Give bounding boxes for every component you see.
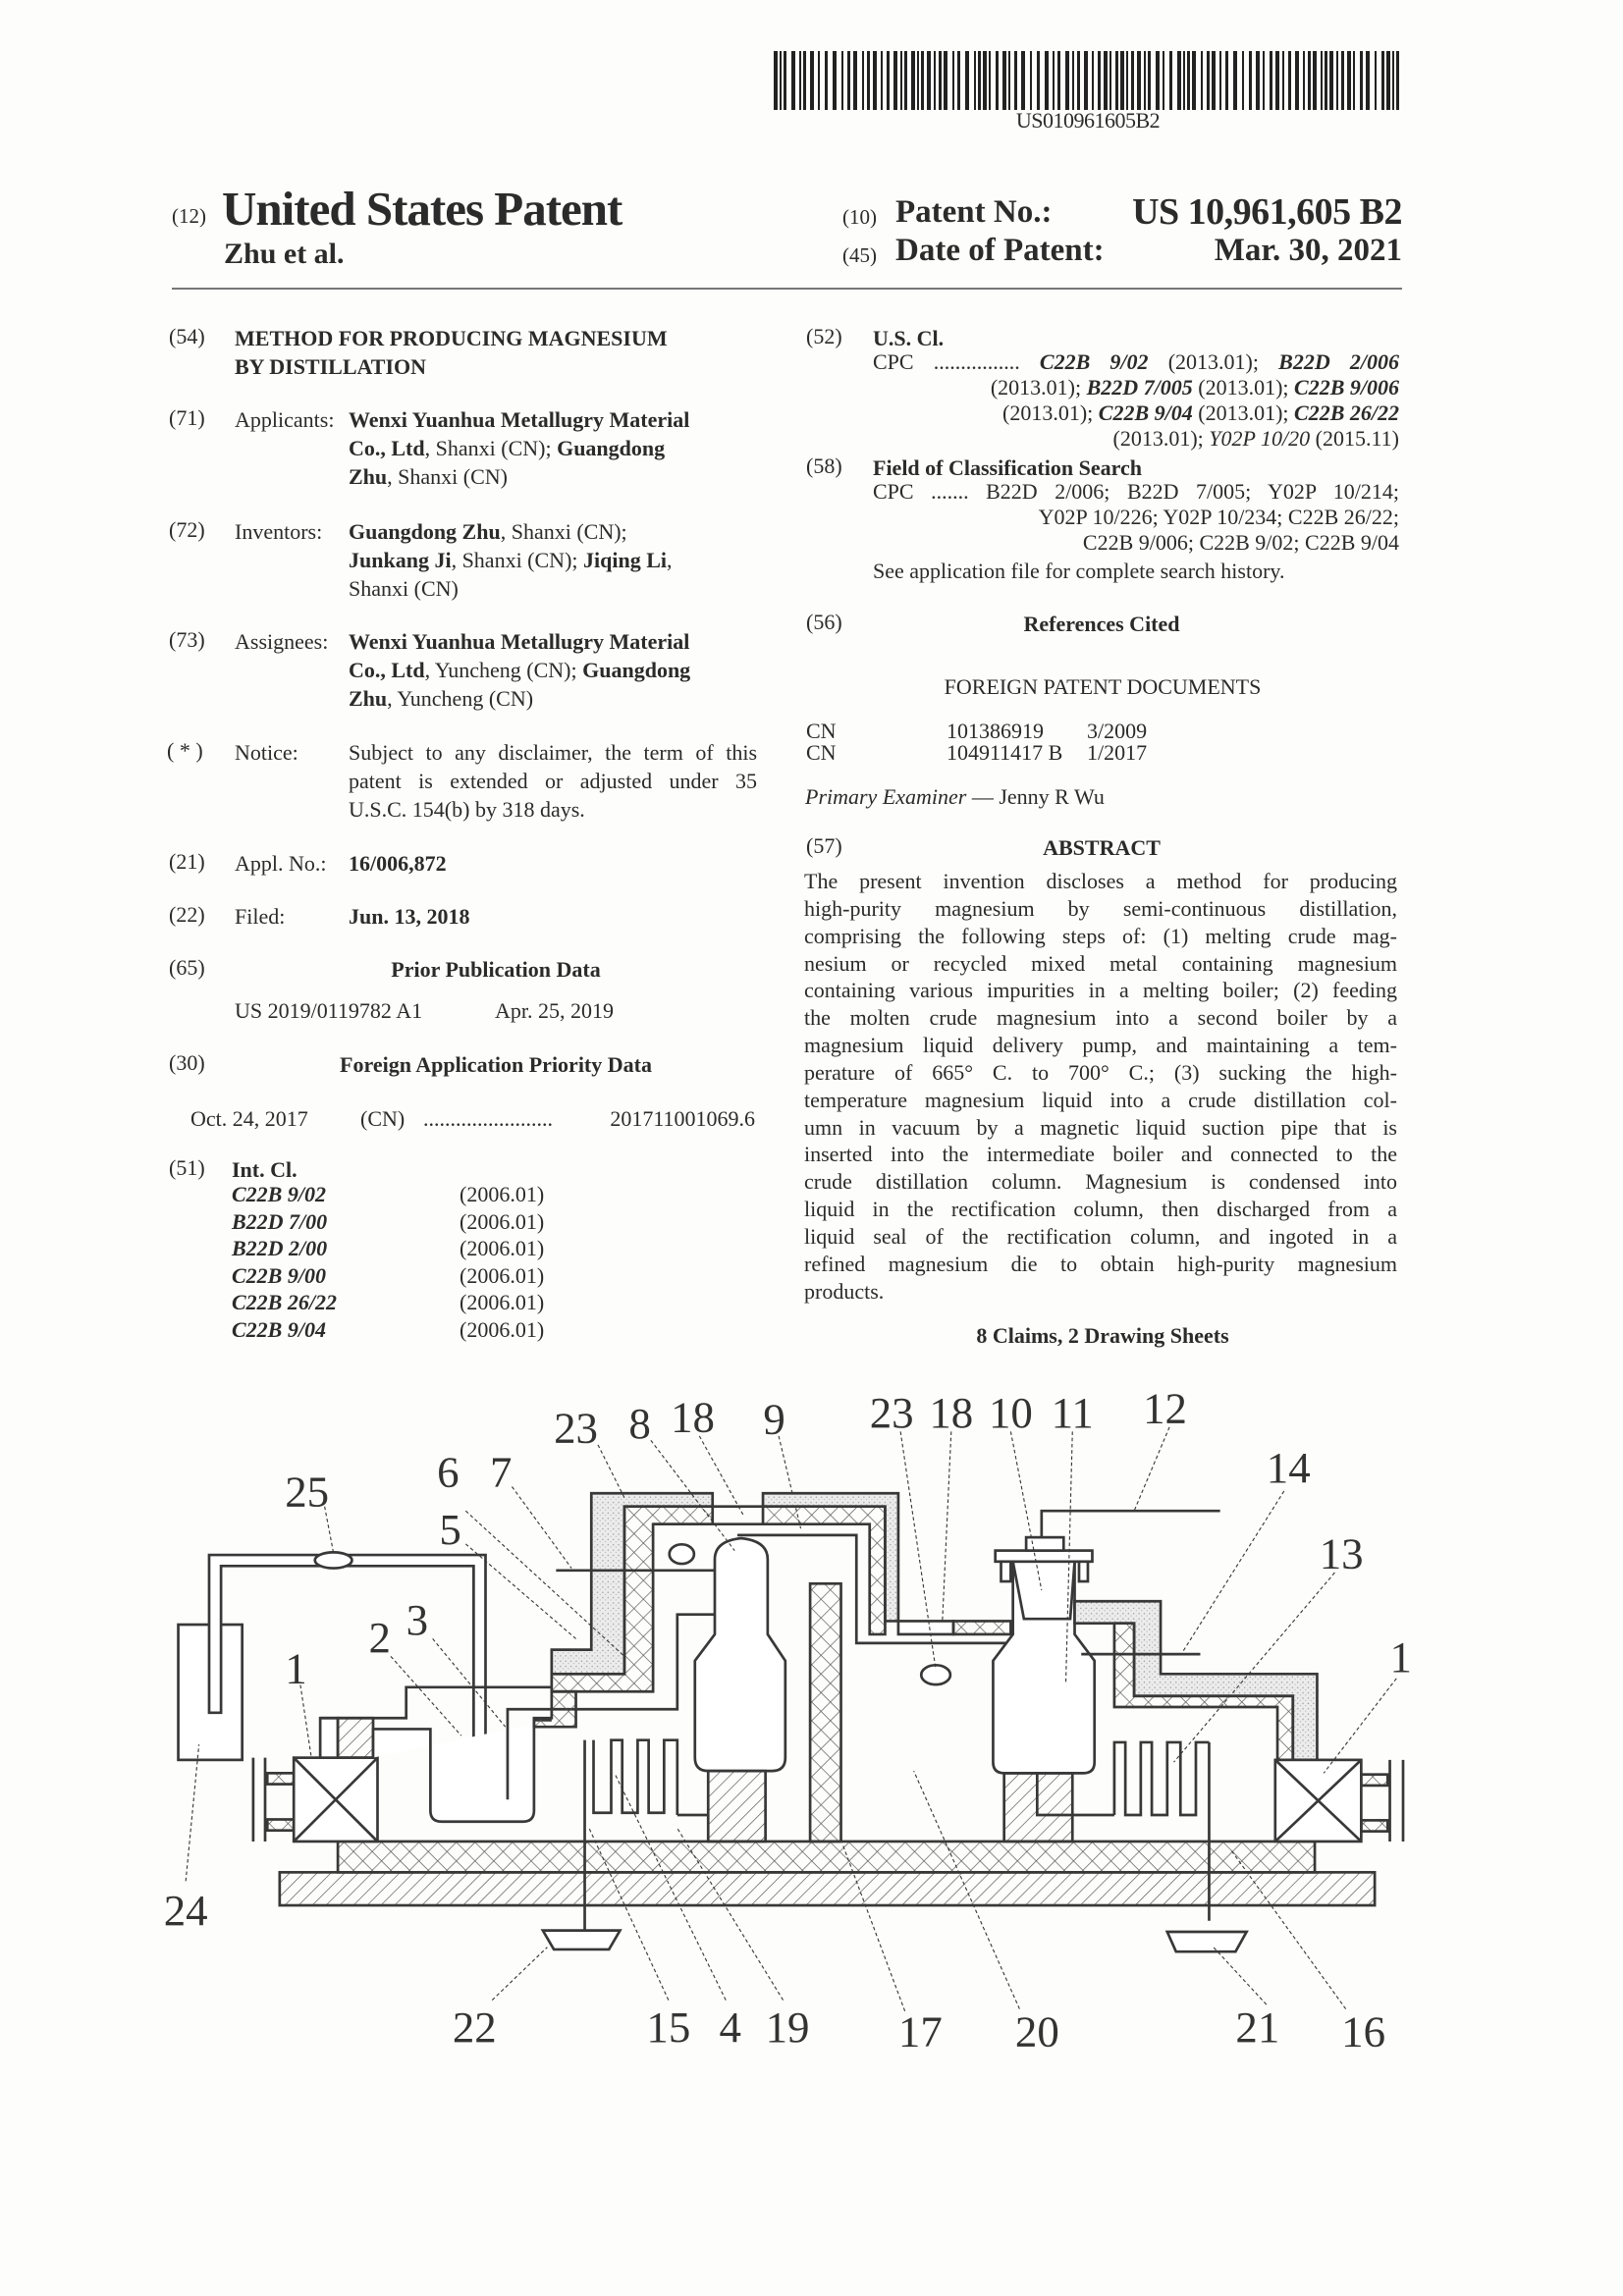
references-heading: References Cited bbox=[1023, 612, 1180, 636]
text-segment: (2013.01); bbox=[1192, 400, 1295, 425]
examiner-name: Jenny R Wu bbox=[999, 784, 1105, 809]
text-segment: , Shanxi (CN) bbox=[387, 464, 508, 489]
field-search-heading: Field of Classification Search bbox=[873, 455, 1142, 480]
prior-publication-number: US 2019/0119782 A1 bbox=[235, 998, 423, 1023]
inventor-short: Zhu et al. bbox=[224, 238, 345, 270]
int-cl-code: C22B 9/02 bbox=[232, 1182, 326, 1206]
text-segment: , Shanxi (CN); bbox=[424, 436, 558, 460]
part-label: 19 bbox=[765, 2002, 810, 2053]
upper-plate bbox=[338, 1842, 1315, 1872]
text-segment: patent is extended or adjusted under 35 bbox=[349, 769, 757, 793]
prior-publication-heading: Prior Publication Data bbox=[391, 957, 601, 982]
kind-code: (12) bbox=[172, 204, 206, 228]
text-segment: CPC ....... B22D 2/006; B22D 7/005; Y02P 10/214; bbox=[873, 479, 1399, 504]
text-segment: C22B 9/02 bbox=[1039, 349, 1149, 374]
part-label: 21 bbox=[1235, 2002, 1280, 2053]
text-segment: comprising the following steps of: (1) melting crude mag- bbox=[804, 923, 1397, 948]
text-segment: crude distillation column. Magnesium is condensed into bbox=[804, 1169, 1397, 1195]
text-segment: umn in vacuum by a magnetic liquid suction pipe that is bbox=[804, 1114, 1397, 1140]
pump-bulge bbox=[315, 1552, 352, 1568]
reference-number: 101386919 bbox=[947, 719, 1044, 743]
assignees-label: Assignees: bbox=[235, 629, 329, 654]
text-segment: (2015.11) bbox=[1310, 426, 1399, 451]
text-segment: (2013.01); bbox=[1112, 426, 1210, 451]
code-56: (56) bbox=[806, 610, 842, 634]
part-label: 2 bbox=[368, 1612, 391, 1662]
code-22: (22) bbox=[169, 902, 205, 927]
int-cl-code: B22D 7/00 bbox=[232, 1208, 328, 1234]
reference-date: 1/2017 bbox=[1087, 740, 1148, 765]
text-segment: Co., Ltd bbox=[349, 436, 425, 460]
part-label: 16 bbox=[1341, 2006, 1386, 2056]
code-30: (30) bbox=[169, 1050, 205, 1075]
examiner-label: Primary Examiner bbox=[805, 784, 967, 809]
condenser-fins bbox=[594, 1740, 677, 1815]
abstract-heading: ABSTRACT bbox=[1043, 835, 1161, 860]
part-label: 3 bbox=[406, 1594, 429, 1644]
int-cl-version: (2006.01) bbox=[460, 1236, 545, 1261]
crude-die bbox=[543, 1931, 621, 1949]
part-label: 20 bbox=[1014, 2006, 1059, 2056]
text-segment: magnesium liquid delivery pump, and maintaining a tem- bbox=[804, 1033, 1397, 1058]
refined-die bbox=[1167, 1932, 1247, 1951]
text-segment: liquid in the rectification column, then discharged from a bbox=[804, 1197, 1397, 1222]
text-segment: , Yuncheng (CN); bbox=[424, 658, 583, 682]
condenser-fins-right bbox=[1114, 1742, 1210, 1815]
code-57: (57) bbox=[806, 833, 842, 858]
appl-no-label: Appl. No.: bbox=[235, 851, 327, 876]
text-segment: METHOD FOR PRODUCING MAGNESIUM bbox=[235, 326, 668, 350]
text-segment: Co., Ltd bbox=[349, 658, 425, 682]
priority-dots: ........................ bbox=[423, 1106, 553, 1131]
part-label: 17 bbox=[897, 2006, 943, 2056]
part-label: 9 bbox=[763, 1394, 785, 1444]
text-segment: inserted into the intermediate boiler and connected to the bbox=[804, 1142, 1397, 1167]
part-label: 11 bbox=[1051, 1387, 1094, 1437]
text-segment: , Shanxi (CN); bbox=[451, 548, 584, 572]
int-cl-code: C22B 9/00 bbox=[232, 1262, 326, 1288]
applicants-label: Applicants: bbox=[235, 407, 335, 432]
text-segment: high-purity magnesium by semi-continuous distillation, bbox=[804, 895, 1397, 921]
text-segment: , Yuncheng (CN) bbox=[387, 686, 534, 711]
int-cl-heading: Int. Cl. bbox=[232, 1157, 298, 1182]
inventors-label: Inventors: bbox=[235, 519, 323, 544]
part-label: 6 bbox=[437, 1447, 460, 1497]
priority-country: (CN) bbox=[360, 1106, 406, 1131]
filed-value: Jun. 13, 2018 bbox=[349, 904, 470, 929]
text-segment: Y02P 10/226; Y02P 10/234; C22B 26/22; bbox=[1038, 505, 1399, 529]
text-segment: liquid seal of the rectification column, and ingoted in a bbox=[804, 1223, 1397, 1249]
notice-label: Notice: bbox=[235, 740, 298, 765]
priority-number: 201711001069.6 bbox=[610, 1106, 755, 1131]
part-label: 18 bbox=[929, 1387, 974, 1437]
text-segment: (2013.01); bbox=[1148, 349, 1279, 374]
text-segment: Jiqing Li bbox=[583, 548, 667, 572]
melting-boiler bbox=[373, 1720, 552, 1821]
code-72: (72) bbox=[169, 517, 205, 542]
patent-date: Mar. 30, 2021 bbox=[1214, 233, 1402, 268]
part-label: 10 bbox=[988, 1387, 1033, 1437]
appl-no-value: 16/006,872 bbox=[349, 851, 447, 876]
text-segment: U.S.C. 154(b) by 318 days. bbox=[349, 797, 585, 822]
part-label: 14 bbox=[1266, 1443, 1311, 1493]
code-21: (21) bbox=[169, 849, 205, 874]
text-segment: Shanxi (CN) bbox=[349, 576, 459, 601]
code-52: (52) bbox=[806, 324, 842, 348]
text-segment: Wenxi Yuanhua Metallugry Material bbox=[349, 407, 690, 432]
int-cl-code: C22B 9/04 bbox=[232, 1316, 326, 1342]
text-segment: (2013.01); bbox=[1002, 400, 1099, 425]
text-segment: Wenxi Yuanhua Metallugry Material bbox=[349, 629, 690, 654]
text-segment: temperature magnesium liquid into a crude distillation col- bbox=[804, 1087, 1397, 1112]
text-segment: Y02P 10/20 bbox=[1209, 426, 1311, 451]
melting-boiler-top bbox=[320, 1687, 552, 1718]
date-code: (45) bbox=[842, 243, 877, 267]
drawing-right bbox=[737, 1383, 1412, 2056]
text-segment: Zhu bbox=[349, 464, 388, 489]
document-title: United States Patent bbox=[222, 182, 622, 236]
text-segment: Guangdong bbox=[582, 658, 691, 682]
text-segment: Guangdong bbox=[557, 436, 666, 460]
text-segment: B22D 2/006 bbox=[1278, 349, 1399, 374]
search-history-note: See application file for complete search history. bbox=[873, 559, 1285, 583]
claims-summary: 8 Claims, 2 Drawing Sheets bbox=[976, 1323, 1229, 1348]
text-segment: Guangdong Zhu bbox=[349, 519, 501, 544]
part-label: 1 bbox=[285, 1643, 307, 1693]
patent-number: US 10,961,605 B2 bbox=[1132, 191, 1402, 233]
part-label: 23 bbox=[554, 1403, 598, 1453]
crude-distillation-column bbox=[695, 1538, 785, 1771]
part-label: 1 bbox=[1389, 1632, 1412, 1682]
base-plate bbox=[280, 1872, 1375, 1905]
part-label: 12 bbox=[1143, 1383, 1187, 1433]
int-cl-version: (2006.01) bbox=[460, 1208, 545, 1234]
part-label: 4 bbox=[719, 2002, 741, 2053]
text-segment: BY DISTILLATION bbox=[235, 354, 427, 379]
priority-date: Oct. 24, 2017 bbox=[190, 1106, 308, 1131]
text-segment: nesium or recycled mixed metal containing magnesium bbox=[804, 950, 1397, 976]
text-segment: (2013.01); bbox=[1192, 375, 1295, 400]
text-segment: Zhu bbox=[349, 686, 388, 711]
prior-publication-date: Apr. 25, 2019 bbox=[495, 998, 614, 1023]
reference-number: 104911417 B bbox=[947, 740, 1063, 765]
date-label: Date of Patent: bbox=[895, 233, 1105, 268]
text-segment: The present invention discloses a method for producing bbox=[804, 869, 1397, 893]
text-segment: refined magnesium die to obtain high-purity magnesium bbox=[804, 1251, 1397, 1276]
code-notice: ( * ) bbox=[167, 738, 203, 763]
code-54: (54) bbox=[169, 324, 205, 348]
text-segment: , Shanxi (CN); bbox=[500, 519, 627, 544]
text-segment: Subject to any disclaimer, the term of this bbox=[349, 740, 757, 765]
code-65: (65) bbox=[169, 955, 205, 980]
part-label: 25 bbox=[285, 1467, 330, 1517]
int-cl-version: (2006.01) bbox=[460, 1262, 545, 1288]
int-cl-version: (2006.01) bbox=[460, 1182, 545, 1206]
filed-label: Filed: bbox=[235, 904, 286, 929]
reference-date: 3/2009 bbox=[1087, 719, 1148, 743]
int-cl-version: (2006.01) bbox=[460, 1290, 545, 1315]
part-label: 5 bbox=[439, 1504, 461, 1554]
part-label: 24 bbox=[163, 1886, 208, 1936]
partition-wall bbox=[810, 1583, 840, 1842]
text-segment: C22B 9/006 bbox=[1294, 375, 1399, 400]
text-segment: CPC ................ bbox=[873, 349, 1040, 374]
part-label: 23 bbox=[869, 1387, 914, 1437]
text-segment: (2013.01); bbox=[990, 375, 1087, 400]
foreign-docs-heading: FOREIGN PATENT DOCUMENTS bbox=[944, 674, 1262, 699]
text-segment: products. bbox=[804, 1278, 885, 1304]
patent-no-code: (10) bbox=[842, 205, 877, 229]
code-51: (51) bbox=[169, 1155, 205, 1180]
part-label: 8 bbox=[628, 1399, 651, 1449]
reference-country: CN bbox=[806, 740, 837, 765]
text-segment: containing various impurities in a melting boiler; (2) feeding bbox=[804, 978, 1397, 1003]
text-segment: C22B 9/04 bbox=[1098, 400, 1193, 425]
text-segment: perature of 665° C. to 700° C.; (3) sucking the high- bbox=[804, 1059, 1397, 1085]
code-58: (58) bbox=[806, 454, 842, 478]
foreign-priority-heading: Foreign Application Priority Data bbox=[340, 1052, 652, 1077]
examiner-dash: — bbox=[966, 784, 1000, 809]
text-segment: B22D 7/005 bbox=[1086, 375, 1193, 400]
part-label: 15 bbox=[646, 2002, 691, 2053]
vacuum-pipe bbox=[1042, 1511, 1220, 1537]
us-cl-heading: U.S. Cl. bbox=[873, 326, 945, 350]
patent-no-label: Patent No.: bbox=[895, 194, 1053, 230]
text-segment: C22B 9/006; C22B 9/02; C22B 9/04 bbox=[1082, 530, 1399, 555]
text-segment: C22B 26/22 bbox=[1294, 400, 1399, 425]
reference-country: CN bbox=[806, 719, 837, 743]
code-71: (71) bbox=[169, 405, 205, 430]
part-label: 7 bbox=[489, 1447, 513, 1497]
text-segment: , bbox=[667, 548, 673, 572]
part-label: 22 bbox=[452, 2002, 497, 2053]
barcode-number: US010961605B2 bbox=[1015, 108, 1161, 133]
int-cl-code: C22B 26/22 bbox=[232, 1290, 337, 1315]
int-cl-code: B22D 2/00 bbox=[232, 1236, 328, 1261]
part-label: 18 bbox=[671, 1392, 715, 1442]
part-label: 13 bbox=[1319, 1528, 1364, 1578]
text-segment: the molten crude magnesium into a second boiler by a bbox=[804, 1005, 1397, 1031]
code-73: (73) bbox=[169, 627, 205, 652]
text-segment: Junkang Ji bbox=[349, 548, 452, 572]
int-cl-version: (2006.01) bbox=[460, 1316, 545, 1342]
